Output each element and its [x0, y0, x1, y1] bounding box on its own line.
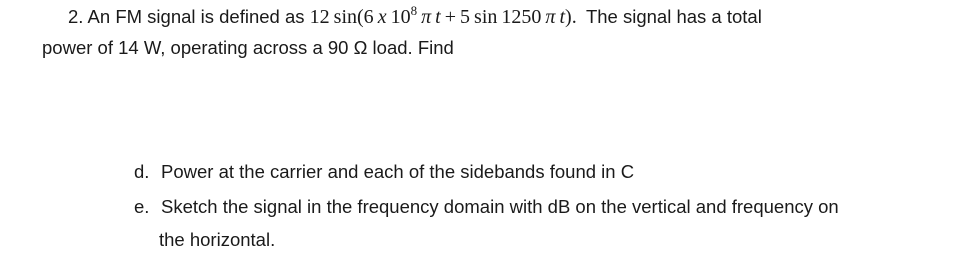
question-line-2: power of 14 W, operating across a 90 Ω load. Find: [42, 37, 454, 58]
question-intro: 2. An FM signal is defined as: [68, 6, 310, 27]
item-label: e.: [134, 196, 150, 217]
question-line-1: [68, 3, 762, 29]
list-item-d: [134, 161, 634, 183]
list-item-e-continuation: the horizontal.: [159, 229, 276, 250]
fm-equation: 12 sin(6 x $10^8$ π t + 5 sin 1250 π t).: [309, 3, 577, 28]
item-text: Sketch the signal in the frequency domain with dB on the vertical and frequency on: [161, 196, 839, 217]
item-label: d.: [134, 161, 150, 182]
item-text: Power at the carrier and each of the sidebands found in C: [161, 161, 635, 182]
list-item-e: [134, 196, 839, 218]
question-intro-suffix: The signal has a total: [585, 6, 762, 27]
